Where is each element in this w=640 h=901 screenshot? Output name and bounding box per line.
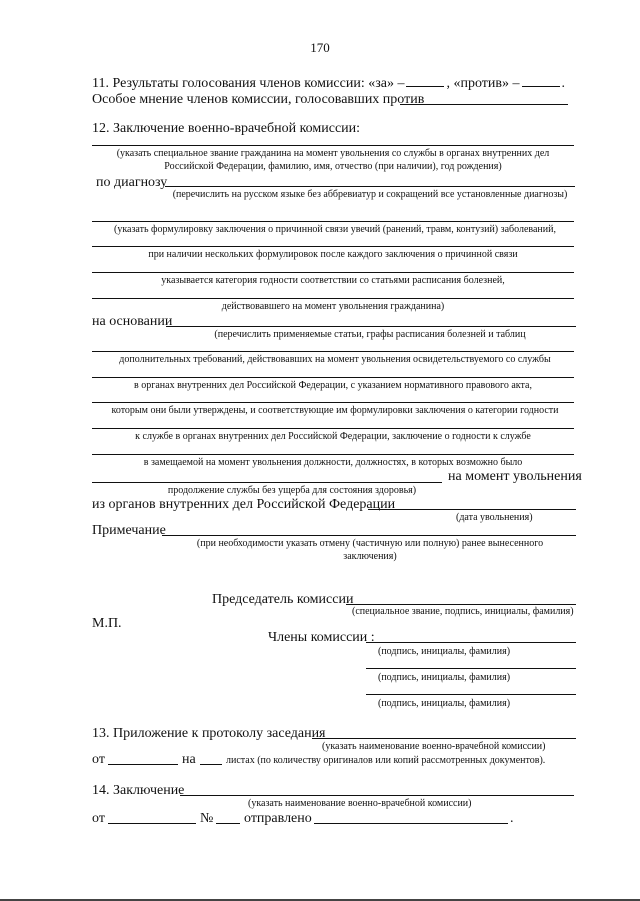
caption-basis-6: в замещаемой на момент увольнения должности, должностях, в которых возможно было (143, 457, 523, 468)
note-blank[interactable] (162, 535, 576, 536)
member-signature-blank-1[interactable] (366, 642, 576, 643)
caption-diagnosis: (перечислить на русском языке без аббревиатур и сокращений все установленные диагнозы) (172, 189, 568, 200)
sent-label: отправлено (244, 811, 312, 826)
sheets-text: листах (по количеству оригиналов или копий рассмотренных документов). (226, 755, 546, 766)
basis-blank-1[interactable] (166, 326, 576, 327)
stamp-label: М.П. (92, 616, 122, 631)
caption-basis-7: продолжение службы без ущерба для состояния здоровья) (167, 485, 417, 496)
caption-basis-2: дополнительных требований, действовавших на момент увольнения освидетельствуемого со службы (119, 354, 551, 365)
caption-member-2: (подпись, инициалы, фамилия) (378, 672, 511, 683)
from-organs-label: из органов внутренних дел Российской Федерации (92, 497, 396, 512)
page-number: 170 (310, 40, 330, 55)
end-period: . (510, 811, 514, 826)
caption-member-1: (подпись, инициалы, фамилия) (378, 646, 511, 657)
at-moment-label: на момент увольнения (448, 469, 582, 484)
attachment-on-label: на (182, 752, 196, 767)
caption-conclusion-commission: (указать наименование военно-врачебной комиссии) (248, 798, 472, 809)
section-11-line1 (92, 76, 565, 92)
caption-note: (при необходимости указать отмену (частичную или полную) ранее вынесенного заключения) (196, 538, 544, 562)
number-sign: № (200, 811, 214, 826)
section-12-title: 12. Заключение военно-врачебной комиссии: (92, 121, 361, 136)
sheets-count-blank[interactable] (200, 764, 222, 765)
diagnosis-blank[interactable] (165, 186, 575, 187)
commission-name-blank[interactable] (312, 738, 576, 739)
caption-causal-3: указывается категория годности соответствии со статьями расписания болезней, (161, 275, 505, 286)
rank-name-blank[interactable] (92, 145, 574, 146)
basis-blank-4[interactable] (92, 402, 574, 403)
section-13-label: 13. Приложение к протоколу заседания (92, 726, 326, 741)
sheets-label (226, 752, 545, 768)
dissent-blank[interactable] (400, 104, 568, 105)
sent-to-blank[interactable] (314, 823, 508, 824)
members-label: Члены комиссии : (268, 630, 375, 645)
caption-rank-name: (указать специальное звание гражданина на момент увольнения со службы в органах внутренних дел Российской Федерации, фамилию, имя, отчество (при наличии), год рождения) (116, 148, 550, 172)
conclusion-date-blank[interactable] (108, 823, 196, 824)
caption-chairman: (специальное звание, подпись, инициалы, фамилия) (352, 606, 574, 617)
causal-blank-2[interactable] (92, 246, 574, 247)
basis-blank-2[interactable] (92, 351, 574, 352)
on-basis-label: на основании (92, 314, 173, 329)
votes-against-blank[interactable] (522, 86, 560, 87)
caption-commission-name: (указать наименование военно-врачебной комиссии) (322, 741, 546, 752)
causal-blank-1[interactable] (92, 221, 574, 222)
caption-causal-1: (указать формулировку заключения о причинной связи увечий (ранений, травм, контузий) заболеваний, (114, 224, 556, 235)
caption-basis-3: в органах внутренних дел Российской Федерации, с указанием нормативного правового акта, (134, 380, 532, 391)
period: . (561, 76, 566, 91)
caption-causal-4: действовавшего на момент увольнения гражданина) (221, 301, 445, 312)
votes-against-label: , «против» – (446, 76, 520, 91)
basis-blank-6[interactable] (92, 454, 574, 455)
conclusion-commission-blank[interactable] (180, 795, 574, 796)
causal-blank-3[interactable] (92, 272, 574, 273)
basis-blank-7[interactable] (92, 482, 442, 483)
caption-basis-5: к службе в органах внутренних дел Российской Федерации, заключение о годности к службе (135, 431, 531, 442)
caption-dismissal-date: (дата увольнения) (456, 512, 533, 523)
votes-label: 11. Результаты голосования членов комиссии: «за» – (92, 76, 405, 91)
conclusion-from-label: от (92, 811, 105, 826)
member-signature-blank-3[interactable] (366, 694, 576, 695)
section-14-label: 14. Заключение (92, 783, 185, 798)
member-signature-blank-2[interactable] (366, 668, 576, 669)
basis-blank-3[interactable] (92, 377, 574, 378)
note-label: Примечание (92, 523, 166, 538)
causal-blank-4[interactable] (92, 298, 574, 299)
caption-basis-1: (перечислить применяемые статьи, графы расписания болезней и таблиц (214, 329, 526, 340)
caption-member-3: (подпись, инициалы, фамилия) (378, 698, 511, 709)
votes-for-blank[interactable] (406, 86, 444, 87)
conclusion-number-blank[interactable] (216, 823, 240, 824)
by-diagnosis-label: по диагнозу (96, 175, 168, 190)
basis-blank-5[interactable] (92, 428, 574, 429)
dismissal-date-blank[interactable] (368, 509, 576, 510)
chairman-label: Председатель комиссии (212, 592, 354, 607)
dissent-label: Особое мнение членов комиссии, голосовавших против (92, 92, 425, 107)
attachment-from-label: от (92, 752, 105, 767)
caption-causal-2: при наличии нескольких формулировок после каждого заключения о причинной связи (148, 249, 518, 260)
attachment-date-blank[interactable] (108, 764, 178, 765)
caption-basis-4: которым они были утверждены, и соответствующие им формулировки заключения о категории годности (111, 405, 559, 416)
